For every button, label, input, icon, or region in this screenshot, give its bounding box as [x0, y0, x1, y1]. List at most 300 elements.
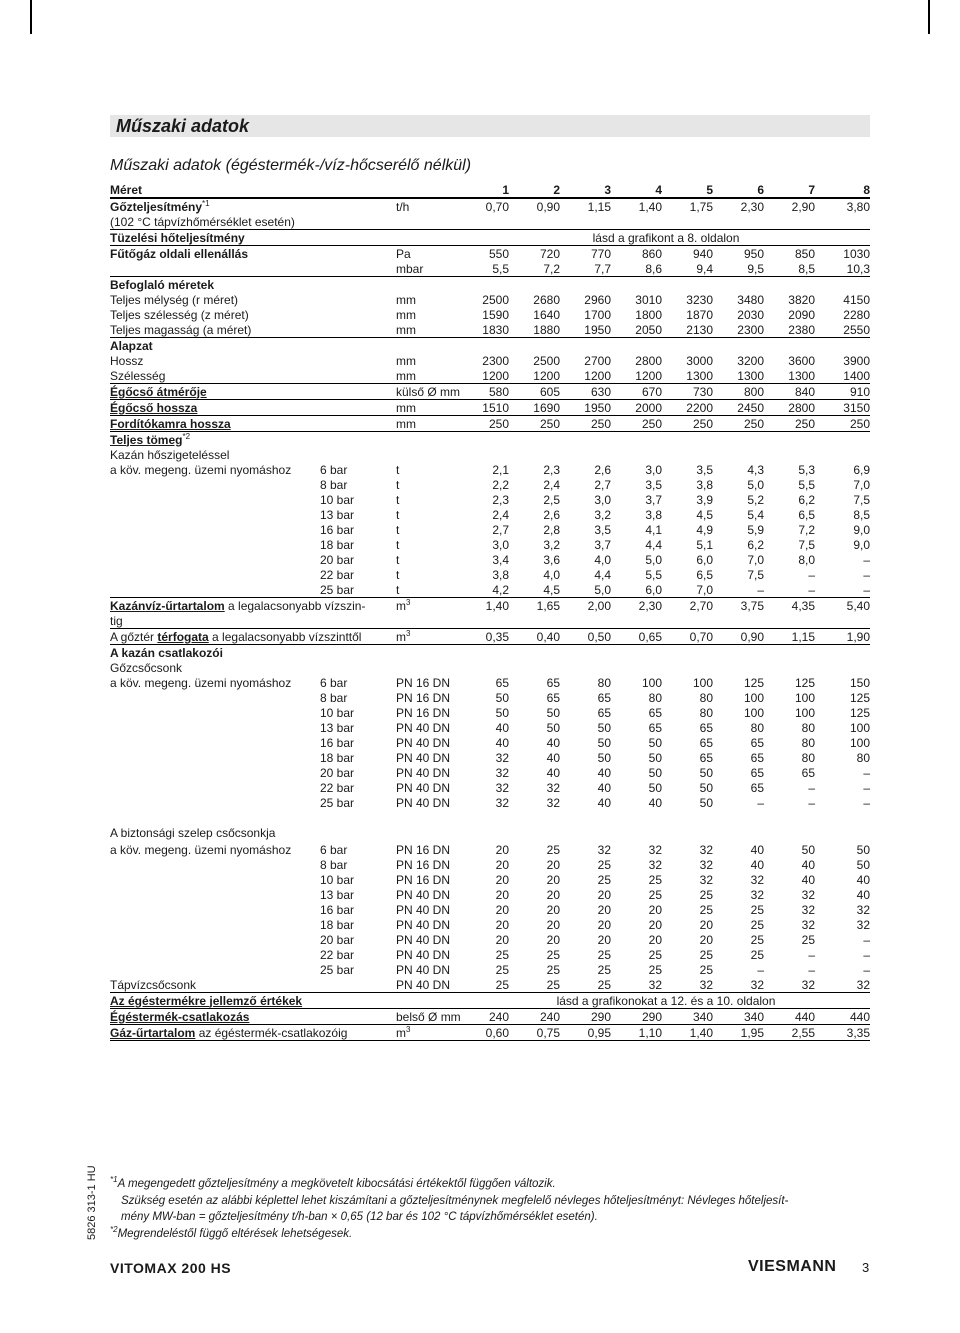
cell-text: 1200: [635, 368, 662, 383]
cell-text: 25: [495, 947, 509, 962]
value-cell: [815, 416, 870, 432]
row-label: [110, 720, 320, 735]
row-gozcsonk-pressure: [110, 735, 870, 750]
pressure-label: [320, 582, 396, 598]
cell-text: 1880: [533, 322, 560, 337]
value-cell: [462, 432, 509, 448]
value-cell: [815, 660, 870, 675]
unit-label: [396, 795, 462, 810]
cell-text: 50: [648, 765, 662, 780]
cell-text: t: [396, 537, 400, 552]
cell-text: 100: [692, 675, 713, 690]
value-cell: [462, 292, 509, 307]
unit-label: [396, 872, 462, 887]
pressure-label: [320, 675, 396, 690]
row-label: [110, 735, 320, 750]
value-cell: [462, 705, 509, 720]
unit-label: [396, 1025, 462, 1041]
value-cell: [662, 810, 713, 842]
value-cell: [509, 307, 560, 322]
row-label: [110, 917, 320, 932]
cell-text: 720: [539, 246, 560, 261]
cell-text: 3,80: [846, 199, 870, 214]
cell-text: Méret: [110, 182, 143, 197]
value-cell: [764, 292, 815, 307]
cell-text: 8: [863, 182, 870, 197]
cell-text: 860: [641, 246, 662, 261]
cell-text: Pa: [396, 246, 411, 261]
cell-text: 18 bar: [320, 750, 355, 765]
value-cell: [713, 277, 764, 293]
cell-text: 3,8: [645, 507, 662, 522]
cell-text: 10 bar: [320, 705, 355, 720]
cell-text: 25: [546, 842, 560, 857]
cell-text: 340: [692, 1009, 713, 1024]
cell-text: 25 bar: [320, 795, 355, 810]
row-tomeg-pressure: [110, 507, 870, 522]
row-label: [110, 795, 320, 810]
cell-text: 13 bar: [320, 887, 355, 902]
value-cell: [815, 214, 870, 230]
value-cell: [462, 447, 509, 462]
value-cell: [611, 400, 662, 416]
cell-text: 65: [546, 675, 560, 690]
value-cell: [611, 795, 662, 810]
cell-text: 3480: [737, 292, 764, 307]
value-cell: [815, 902, 870, 917]
cell-text: 2,4: [492, 507, 509, 522]
cell-text: 250: [794, 416, 815, 431]
cell-text: 32: [856, 977, 870, 992]
footnote-1: [110, 1176, 870, 1192]
cell-text: 20: [597, 887, 611, 902]
cell-text: 50: [546, 720, 560, 735]
value-cell: [662, 400, 713, 416]
cell-text: 2380: [788, 322, 815, 337]
value-cell: [560, 462, 611, 477]
value-cell: [462, 246, 509, 262]
value-cell: [815, 537, 870, 552]
value-cell: [713, 765, 764, 780]
cell-text: 20: [495, 872, 509, 887]
value-cell: [611, 246, 662, 262]
value-cell: [662, 887, 713, 902]
cell-text: 25: [648, 962, 662, 977]
value-cell: [764, 432, 815, 448]
cell-text: 20 bar: [320, 552, 355, 567]
cell-text: 50: [699, 795, 713, 810]
cell-text: PN 16 DN: [396, 872, 451, 887]
cell-text: a köv. megeng. üzemi nyomáshoz: [110, 842, 292, 857]
value-cell: [662, 780, 713, 795]
value-cell: [662, 962, 713, 977]
row-gozcsonk-pressure: [110, 780, 870, 795]
cell-text: 0,90: [536, 199, 560, 214]
cell-text: 25: [750, 902, 764, 917]
header-size-cell: [611, 182, 662, 198]
row-label: [110, 246, 396, 262]
cell-text: 0,75: [536, 1025, 560, 1040]
cell-text: 50: [597, 750, 611, 765]
row-label: [110, 462, 320, 477]
cell-text: 1,95: [740, 1025, 764, 1040]
cell-text: 32: [597, 842, 611, 857]
cell-text: 0,40: [536, 629, 560, 644]
value-cell: [764, 198, 815, 214]
unit-label: [396, 477, 462, 492]
cell-text: PN 40 DN: [396, 735, 451, 750]
pressure-label: [320, 947, 396, 962]
cell-text: 3,5: [696, 462, 713, 477]
pressure-label: [320, 902, 396, 917]
value-cell: [611, 384, 662, 400]
row-csatlakozok: [110, 645, 870, 661]
value-cell: [462, 384, 509, 400]
cell-text: 290: [641, 1009, 662, 1024]
cell-text: PN 40 DN: [396, 917, 451, 932]
row-gaz-urtartalom: [110, 1025, 870, 1041]
value-cell: [815, 780, 870, 795]
value-cell: [611, 750, 662, 765]
cell-text: 7,7: [594, 261, 611, 276]
value-cell: [662, 917, 713, 932]
cell-text: 4,35: [791, 598, 815, 613]
pressure-label: [320, 567, 396, 582]
cell-text: 940: [692, 246, 713, 261]
header-size-cell: [764, 182, 815, 198]
value-cell: [815, 492, 870, 507]
value-cell: [764, 750, 815, 765]
cell-text: 1200: [533, 368, 560, 383]
cell-text: 2,1: [492, 462, 509, 477]
value-cell: [509, 353, 560, 368]
cell-text: –: [863, 765, 870, 780]
cell-text: 7,0: [853, 477, 870, 492]
cell-text: 4,0: [594, 552, 611, 567]
value-cell: [462, 780, 509, 795]
row-goztér: [110, 629, 870, 645]
value-cell: [713, 977, 764, 993]
cell-text: mm: [396, 353, 416, 368]
cell-text: 2300: [737, 322, 764, 337]
value-cell: [815, 598, 870, 614]
cell-text: 40: [648, 795, 662, 810]
cell-text: 32: [699, 857, 713, 872]
cell-text: a legalacsonyabb vízszin-: [224, 598, 366, 613]
cell-text: 100: [794, 690, 815, 705]
cell-text: 2,7: [492, 522, 509, 537]
cell-text: 32: [648, 977, 662, 992]
cell-text: 1950: [584, 322, 611, 337]
value-cell: [462, 277, 509, 293]
row-label: [110, 492, 320, 507]
cell-text: 3,8: [696, 477, 713, 492]
unit-label: [396, 810, 462, 842]
cell-text: 20: [546, 872, 560, 887]
footnote-text: Megrendeléstől függő eltérések lehetségesek.: [117, 1228, 353, 1240]
cell-text: 100: [794, 705, 815, 720]
document-code: 5826 313-1 HU: [86, 1165, 98, 1240]
cell-text: 20: [495, 902, 509, 917]
cell-text: 2,30: [638, 598, 662, 613]
value-cell: [662, 675, 713, 690]
cell-text: 25: [699, 902, 713, 917]
unit-label: [396, 977, 462, 993]
value-cell: [560, 645, 611, 661]
cell-text: 32: [750, 887, 764, 902]
value-cell: [662, 477, 713, 492]
value-cell: [713, 962, 764, 977]
cell-text: 4,0: [543, 567, 560, 582]
cell-text: 1510: [482, 400, 509, 415]
value-cell: [462, 552, 509, 567]
cell-text: Az égéstermékre jellemző értékek: [110, 993, 303, 1008]
value-cell: [462, 400, 509, 416]
value-cell: [509, 522, 560, 537]
cell-text: 40: [546, 750, 560, 765]
value-cell: [662, 645, 713, 661]
row-tomeg-pressure: [110, 537, 870, 552]
cell-text: 3600: [788, 353, 815, 368]
value-cell: [764, 214, 815, 230]
row-label: [110, 261, 396, 277]
cell-text: 580: [488, 384, 509, 399]
cell-text: t: [396, 507, 400, 522]
cell-text: 2280: [843, 307, 870, 322]
row-tuzelesi: [110, 230, 870, 246]
value-cell: [764, 810, 815, 842]
value-cell: [462, 660, 509, 675]
value-cell: [560, 368, 611, 384]
cell-text: 20: [495, 917, 509, 932]
value-cell: [662, 338, 713, 354]
cell-text: 1870: [686, 307, 713, 322]
value-cell: [560, 720, 611, 735]
cell-text: 25: [597, 977, 611, 992]
cell-text: 3,35: [846, 1025, 870, 1040]
value-cell: [662, 932, 713, 947]
row-label: [110, 993, 396, 1009]
value-cell: [509, 962, 560, 977]
cell-text: –: [863, 962, 870, 977]
cell-text: 20: [546, 902, 560, 917]
cell-text: Teljes tömeg: [110, 432, 183, 447]
value-cell: [462, 962, 509, 977]
row-label: [110, 765, 320, 780]
cell-text: PN 40 DN: [396, 765, 451, 780]
row-label: [110, 675, 320, 690]
value-cell: [560, 660, 611, 675]
cell-text: 32: [495, 765, 509, 780]
value-cell: [662, 720, 713, 735]
value-cell: [815, 932, 870, 947]
value-cell: [611, 977, 662, 993]
cell-text: –: [808, 582, 815, 597]
cell-text: 1,75: [689, 199, 713, 214]
cell-text: 50: [648, 735, 662, 750]
cell-text: 25: [546, 962, 560, 977]
row-szelesseg: [110, 307, 870, 322]
value-cell: [462, 492, 509, 507]
cell-text: 125: [794, 675, 815, 690]
row-label: [110, 292, 396, 307]
cell-text: 2,55: [791, 1025, 815, 1040]
value-cell: [560, 780, 611, 795]
value-cell: [764, 507, 815, 522]
cell-text: 2700: [584, 353, 611, 368]
cell-text: PN 40 DN: [396, 902, 451, 917]
value-cell: [611, 338, 662, 354]
value-cell: [764, 629, 815, 645]
cell-text: Alapzat: [110, 338, 153, 353]
value-cell: [560, 842, 611, 857]
value-cell: [560, 962, 611, 977]
value-cell: [764, 368, 815, 384]
cell-text: 2090: [788, 307, 815, 322]
cell-text: 2300: [482, 353, 509, 368]
value-cell: [509, 645, 560, 661]
cell-text: 25: [750, 947, 764, 962]
cell-text: PN 40 DN: [396, 720, 451, 735]
unit-label: [396, 307, 462, 322]
unit-superscript: 3: [406, 597, 411, 607]
cell-text: 40: [597, 765, 611, 780]
cell-text: 7,0: [696, 582, 713, 597]
unit-label: [396, 353, 462, 368]
unit-label: [396, 447, 462, 462]
cell-text: 1950: [584, 400, 611, 415]
value-cell: [560, 887, 611, 902]
cell-text: mm: [396, 416, 416, 431]
value-cell: [764, 962, 815, 977]
cell-text: 440: [849, 1009, 870, 1024]
cell-text: 65: [495, 675, 509, 690]
header-size-cell: [713, 182, 764, 198]
value-cell: [509, 400, 560, 416]
cell-text: 550: [488, 246, 509, 261]
cell-text: 40: [750, 842, 764, 857]
cell-text: 6 bar: [320, 462, 348, 477]
unit-label: [396, 416, 462, 432]
cell-text: 50: [801, 842, 815, 857]
value-cell: [713, 477, 764, 492]
value-cell: [462, 795, 509, 810]
cell-text: 20: [495, 842, 509, 857]
row-egocso-atm: [110, 384, 870, 400]
value-cell: [509, 598, 560, 614]
value-cell: [662, 522, 713, 537]
cell-text: 50: [546, 705, 560, 720]
value-cell: [560, 735, 611, 750]
cell-text: A biztonsági szelep csőcsonkja: [110, 826, 276, 840]
unit-label: [396, 598, 462, 614]
cell-text: 50: [856, 857, 870, 872]
cell-text: Fordítókamra hossza: [110, 416, 231, 431]
cell-text: 1,65: [536, 598, 560, 613]
cell-text: 5,5: [492, 261, 509, 276]
cell-text: 670: [641, 384, 662, 399]
unit-label: [396, 780, 462, 795]
cell-text: 2960: [584, 292, 611, 307]
value-cell: [462, 735, 509, 750]
pressure-label: [320, 932, 396, 947]
cell-text: 0,70: [689, 629, 713, 644]
cell-text: 65: [597, 690, 611, 705]
value-cell: [815, 1009, 870, 1025]
row-label: [110, 810, 396, 842]
cell-text: PN 16 DN: [396, 705, 451, 720]
value-cell: [560, 246, 611, 262]
cell-text: 5,2: [747, 492, 764, 507]
row-biztonsagi-pressure: [110, 887, 870, 902]
cell-text: 6,5: [696, 567, 713, 582]
cell-text: 1,10: [638, 1025, 662, 1040]
value-cell: [509, 887, 560, 902]
cell-text: 2550: [843, 322, 870, 337]
cell-text: 2200: [686, 400, 713, 415]
unit-label: [396, 705, 462, 720]
value-cell: [662, 507, 713, 522]
cell-text: Teljes szélesség (z méret): [110, 307, 249, 322]
cell-text: 65: [750, 750, 764, 765]
cell-text: 32: [801, 917, 815, 932]
value-cell: [764, 613, 815, 629]
cell-text: 9,4: [696, 261, 713, 276]
cell-text: 7,5: [853, 492, 870, 507]
value-cell: [764, 492, 815, 507]
value-cell: [462, 477, 509, 492]
pressure-label: [320, 887, 396, 902]
cell-text: 10,3: [846, 261, 870, 276]
cell-text: 4,3: [747, 462, 764, 477]
value-cell: [815, 353, 870, 368]
value-cell: [462, 567, 509, 582]
cell-text: 80: [699, 705, 713, 720]
cell-text: 8 bar: [320, 477, 348, 492]
pressure-label: [320, 492, 396, 507]
cell-text: a köv. megeng. üzemi nyomáshoz: [110, 462, 292, 477]
cell-text: Tüzelési hőteljesítmény: [110, 230, 245, 245]
row-label: [110, 353, 396, 368]
row-gozcsonk: [110, 660, 870, 675]
value-cell: [815, 690, 870, 705]
value-cell: [815, 277, 870, 293]
cell-text: 605: [539, 384, 560, 399]
cell-text: 50: [597, 735, 611, 750]
value-cell: [713, 735, 764, 750]
cell-text: PN 40 DN: [396, 795, 451, 810]
cell-text: Gőzcsőcsonk: [110, 660, 183, 675]
cell-text: 6,0: [645, 582, 662, 597]
row-label: [110, 750, 320, 765]
cell-text: 3,5: [645, 477, 662, 492]
cell-text: 80: [699, 690, 713, 705]
value-cell: [815, 307, 870, 322]
value-cell: [815, 613, 870, 629]
cell-text: 40: [801, 872, 815, 887]
value-cell: [611, 368, 662, 384]
unit-label: [396, 645, 462, 661]
value-cell: [764, 675, 815, 690]
unit-label: [396, 507, 462, 522]
value-cell: [713, 720, 764, 735]
value-cell: [662, 750, 713, 765]
row-label: [110, 230, 396, 246]
value-cell: [815, 645, 870, 661]
value-cell: [713, 368, 764, 384]
value-cell: [611, 582, 662, 598]
row-label: [110, 307, 396, 322]
